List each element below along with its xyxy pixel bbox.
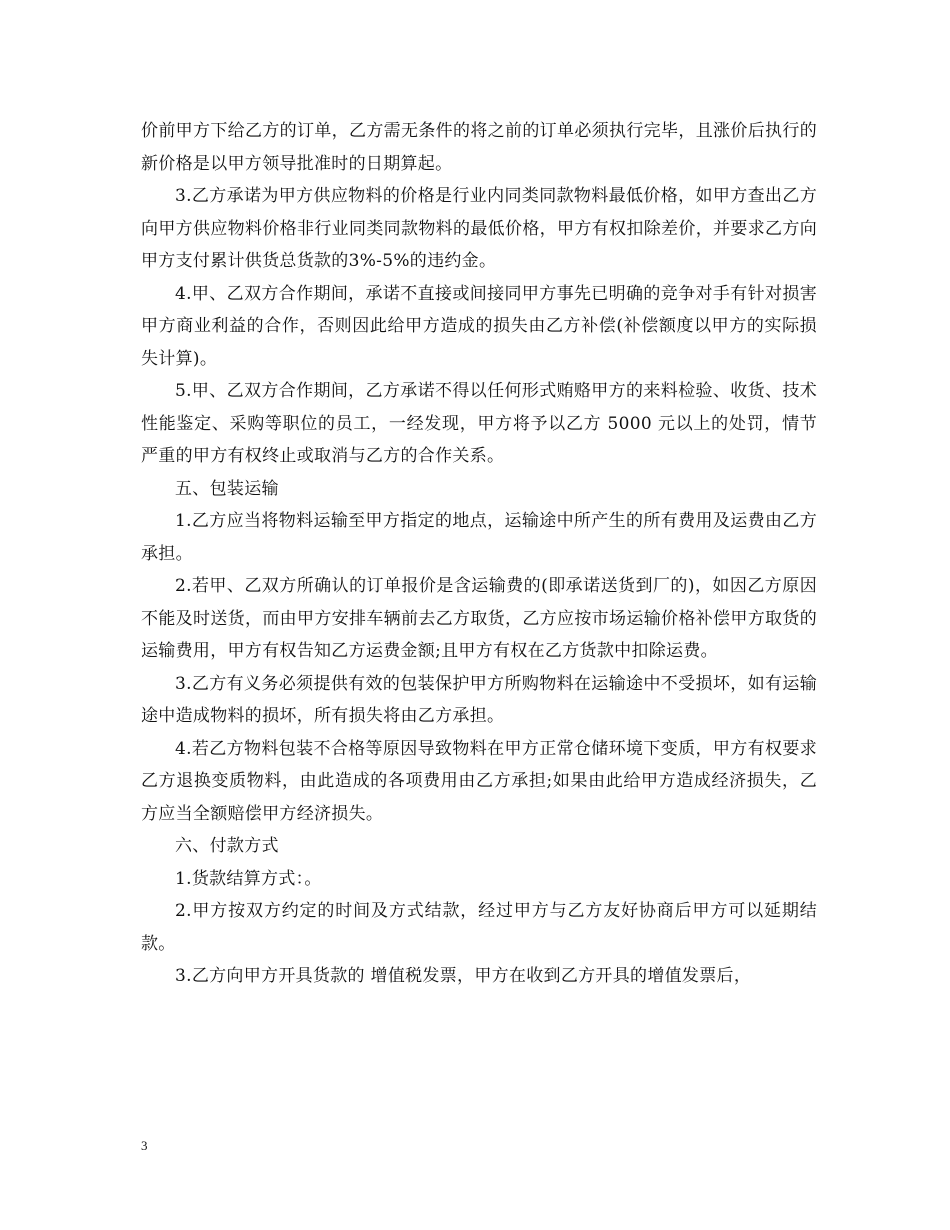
paragraph-2: 3.乙方承诺为甲方供应物料的价格是行业内同类同款物料最低价格，如甲方查出乙方向甲方供应物料价格非行业同类同款物料的最低价格，甲方有权扣除差价，并要求乙方向甲方支付累计供货总货款的3%-5%的违约金。 (141, 186, 817, 271)
paragraph-1: 价前甲方下给乙方的订单，乙方需无条件的将之前的订单必须执行完毕，且涨价后执行的新价格是以甲方领导批准时的日期算起。 (141, 121, 817, 174)
section-heading-packaging: 五、包装运输 (175, 478, 279, 499)
paragraph-8: 4.若乙方物料包装不合格等原因导致物料在甲方正常仓储环境下变质，甲方有权要求乙方退换变质物料，由此造成的各项费用由乙方承担;如果由此给甲方造成经济损失，乙方应当全额赔偿甲方经济损失。 (141, 738, 817, 824)
paragraph-11: 3.乙方向甲方开具货款的 增值税发票，甲方在收到乙方开具的增值发票后， (175, 966, 752, 986)
section-heading-payment: 六、付款方式 (175, 836, 279, 856)
paragraph-5: 1.乙方应当将物料运输至甲方指定的地点，运输途中所产生的所有费用及运费由乙方承担。 (141, 511, 817, 564)
paragraph-3: 4.甲、乙双方合作期间，承诺不直接或间接同甲方事先已明确的竞争对手有针对损害甲方商业利益的合作，否则因此给甲方造成的损失由乙方补偿(补偿额度以甲方的实际损失计算)。 (141, 283, 817, 369)
paragraph-6: 2.若甲、乙双方所确认的订单报价是含运输费的(即承诺送货到厂的)，如因乙方原因不能及时送货，而由甲方安排车辆前去乙方取货，乙方应按市场运输价格补偿甲方取货的运输费用，甲方有权告知乙方运费金额;且甲方有权在乙方货款中扣除运费。 (141, 576, 817, 661)
paragraph-9: 1.货款结算方式：。 (175, 868, 322, 889)
page-number: 3 (141, 1138, 148, 1153)
paragraph-10: 2.甲方按双方约定的时间及方式结款，经过甲方与乙方友好协商后甲方可以延期结款。 (141, 901, 817, 954)
document-body (141, 115, 817, 993)
paragraph-7: 3.乙方有义务必须提供有效的包装保护甲方所购物料在运输途中不受损坏，如有运输途中造成物料的损坏，所有损失将由乙方承担。 (141, 673, 817, 726)
paragraph-4: 5.甲、乙双方合作期间，乙方承诺不得以任何形式贿赂甲方的来料检验、收货、技术性能鉴定、采购等职位的员工，一经发现，甲方将予以乙方 5000 元以上的处罚，情节严重的甲方有权终止或取消与乙方的合作关系。 (141, 381, 817, 466)
